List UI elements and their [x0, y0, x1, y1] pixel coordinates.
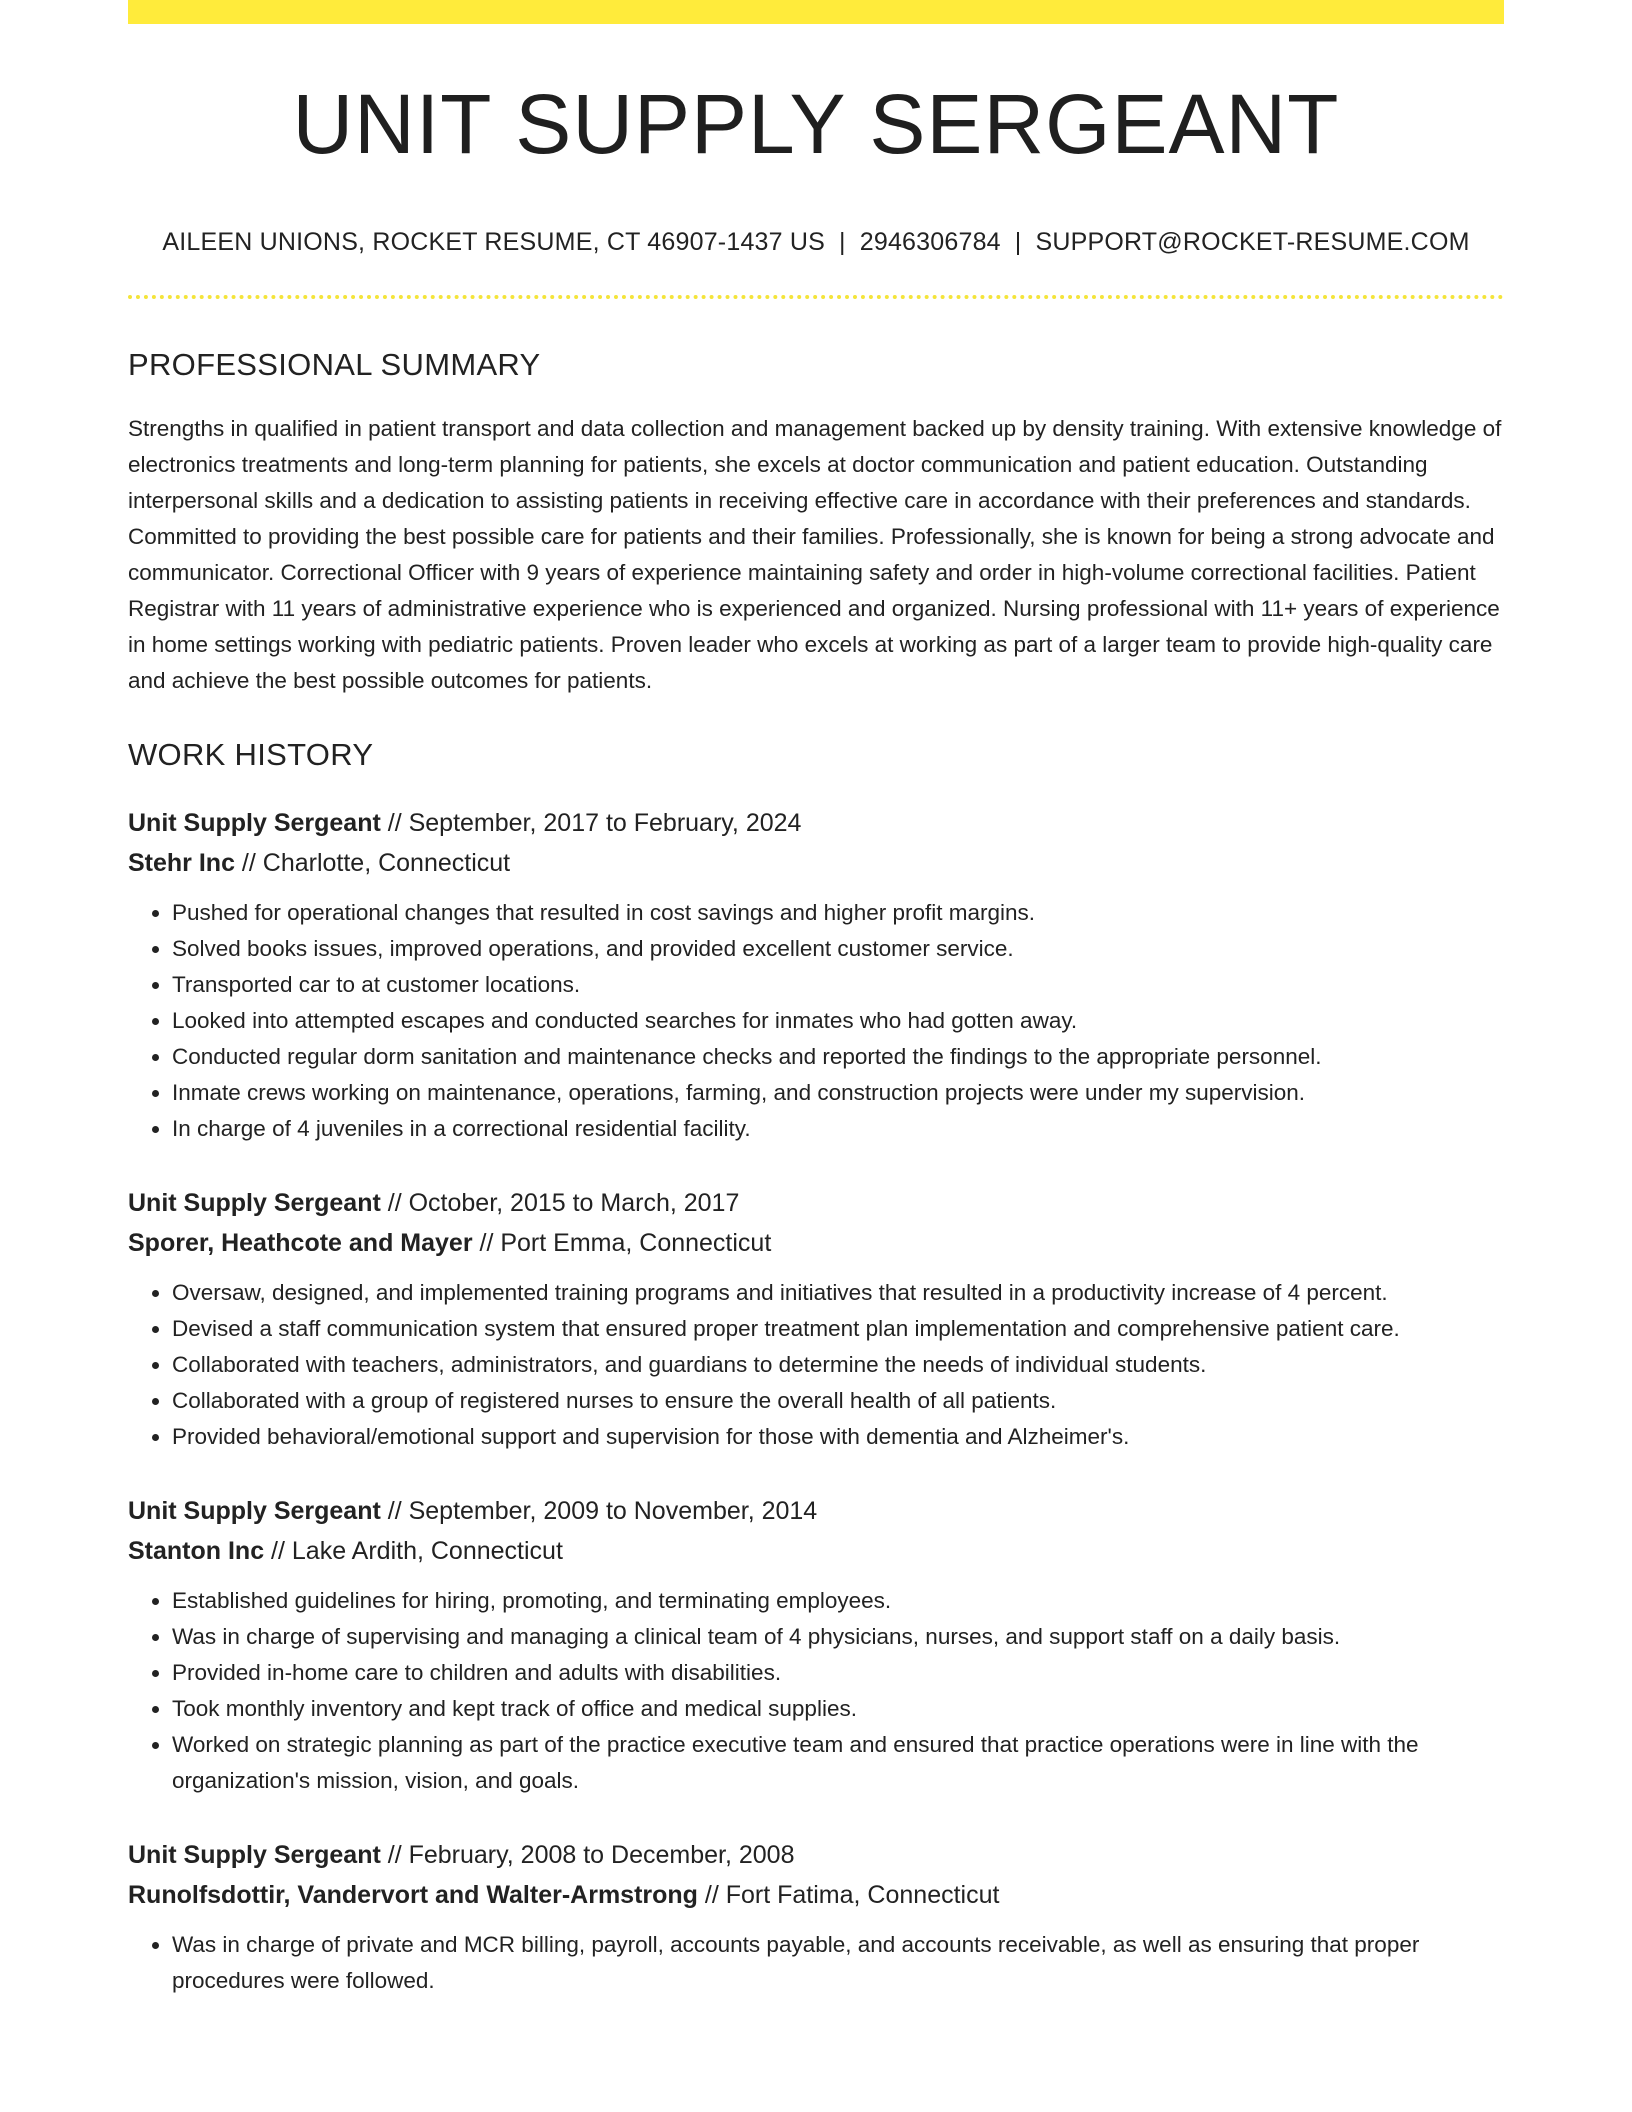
job-role: Unit Supply Sergeant: [128, 1189, 381, 1217]
job-entry: [128, 803, 1504, 1147]
work-history-heading: WORK HISTORY: [128, 737, 374, 772]
contact-address: AILEEN UNIONS, ROCKET RESUME, CT 46907-1437 US: [162, 228, 826, 256]
job-location: // Lake Ardith, Connecticut: [264, 1537, 563, 1565]
job-location: // Fort Fatima, Connecticut: [697, 1881, 1000, 1909]
contact-line: [128, 230, 1504, 255]
job-company-line: [128, 1531, 1504, 1571]
job-dates: // February, 2008 to December, 2008: [380, 1841, 795, 1869]
job-role-line: [128, 803, 1504, 843]
job-bullet: • Provided behavioral/emotional support and supervision for those with dementia and Alzheimer's.: [172, 1419, 1504, 1455]
job-role: Unit Supply Sergeant: [128, 1841, 381, 1869]
job-location: // Port Emma, Connecticut: [472, 1229, 772, 1257]
job-bullet: • Took monthly inventory and kept track of office and medical supplies.: [172, 1691, 1504, 1727]
job-dates: // September, 2009 to November, 2014: [380, 1497, 818, 1525]
job-company: Runolfsdottir, Vandervort and Walter-Armstrong: [128, 1881, 698, 1909]
job-bullet: • Established guidelines for hiring, promoting, and terminating employees.: [172, 1583, 1504, 1619]
job-entry: [128, 1491, 1504, 1799]
job-bullet: • Solved books issues, improved operations, and provided excellent customer service.: [172, 931, 1504, 967]
job-bullet: • In charge of 4 juveniles in a correctional residential facility.: [172, 1111, 1504, 1147]
dotted-divider: [128, 295, 1504, 299]
job-bullet: • Worked on strategic planning as part of the practice executive team and ensured that practice operations were in line with the organization's mission, vision, and goals.: [172, 1727, 1504, 1799]
job-bullet: • Conducted regular dorm sanitation and maintenance checks and reported the findings to the appropriate personnel.: [172, 1039, 1504, 1075]
job-bullets: [128, 1927, 1504, 1999]
job-bullets: [128, 1275, 1504, 1455]
job-dates: // October, 2015 to March, 2017: [380, 1189, 740, 1217]
job-bullet: • Provided in-home care to children and adults with disabilities.: [172, 1655, 1504, 1691]
job-entry: [128, 1835, 1504, 1999]
job-bullet: • Transported car to at customer locations.: [172, 967, 1504, 1003]
job-bullet: • Was in charge of private and MCR billing, payroll, accounts payable, and accounts receivable, as well as ensuring that proper procedures were followed.: [172, 1927, 1504, 1999]
job-company-line: [128, 1875, 1504, 1915]
job-dates: // September, 2017 to February, 2024: [380, 809, 802, 837]
job-company: Stehr Inc: [128, 849, 235, 877]
job-role-line: [128, 1183, 1504, 1223]
job-role-line: [128, 1835, 1504, 1875]
summary-heading: PROFESSIONAL SUMMARY: [128, 347, 541, 382]
accent-top-bar: [128, 0, 1504, 24]
job-bullet: • Oversaw, designed, and implemented training programs and initiatives that resulted in a productivity increase of 4 percent.: [172, 1275, 1504, 1311]
job-bullet: • Collaborated with teachers, administrators, and guardians to determine the needs of individual students.: [172, 1347, 1504, 1383]
resume-page: [128, 0, 1504, 1999]
job-role: Unit Supply Sergeant: [128, 809, 381, 837]
contact-phone: 2946306784: [859, 228, 1001, 256]
job-location: // Charlotte, Connecticut: [234, 849, 511, 877]
job-bullet: • Collaborated with a group of registered nurses to ensure the overall health of all patients.: [172, 1383, 1504, 1419]
job-bullets: [128, 1583, 1504, 1799]
job-role: Unit Supply Sergeant: [128, 1497, 381, 1525]
contact-separator: |: [839, 228, 846, 256]
job-bullet: • Pushed for operational changes that resulted in cost savings and higher profit margins.: [172, 895, 1504, 931]
job-role-line: [128, 1491, 1504, 1531]
resume-title: UNIT SUPPLY SERGEANT: [292, 77, 1340, 171]
contact-separator: |: [1014, 228, 1022, 256]
job-bullet: • Was in charge of supervising and managing a clinical team of 4 physicians, nurses, and support staff on a daily basis.: [172, 1619, 1504, 1655]
job-bullets: [128, 895, 1504, 1147]
job-company: Stanton Inc: [128, 1537, 265, 1565]
job-company-line: [128, 1223, 1504, 1263]
job-company: Sporer, Heathcote and Mayer: [128, 1229, 473, 1257]
job-bullet: • Looked into attempted escapes and conducted searches for inmates who had gotten away.: [172, 1003, 1504, 1039]
contact-email[interactable]: SUPPORT@ROCKET-RESUME.COM: [1035, 228, 1470, 256]
job-entry: [128, 1183, 1504, 1455]
job-company-line: [128, 843, 1504, 883]
job-bullet: • Devised a staff communication system that ensured proper treatment plan implementation and comprehensive patient care.: [172, 1311, 1504, 1347]
summary-text: Strengths in qualified in patient transport and data collection and management backed up by density training. With extensive knowledge of electronics treatments and long-term planning for patients, she excels at doctor communication and patient education. Outstanding interpersonal skills and a dedication to assisting patients in receiving effective care in accordance with their preferences and standards. Committed to providing the best possible care for patients and their families. Professionally, she is known for being a strong advocate and communicator. Correctional Officer with 9 years of experience maintaining safety and order in high-volume correctional facilities. Patient Registrar with 11 years of administrative experience who is experienced and organized. Nursing professional with 11+ years of experience in home settings working with pediatric patients. Proven leader who excels at working as part of a larger team to provide high-quality care and achieve the best possible outcomes for patients.: [128, 416, 1502, 693]
job-bullet: • Inmate crews working on maintenance, operations, farming, and construction projects were under my supervision.: [172, 1075, 1504, 1111]
